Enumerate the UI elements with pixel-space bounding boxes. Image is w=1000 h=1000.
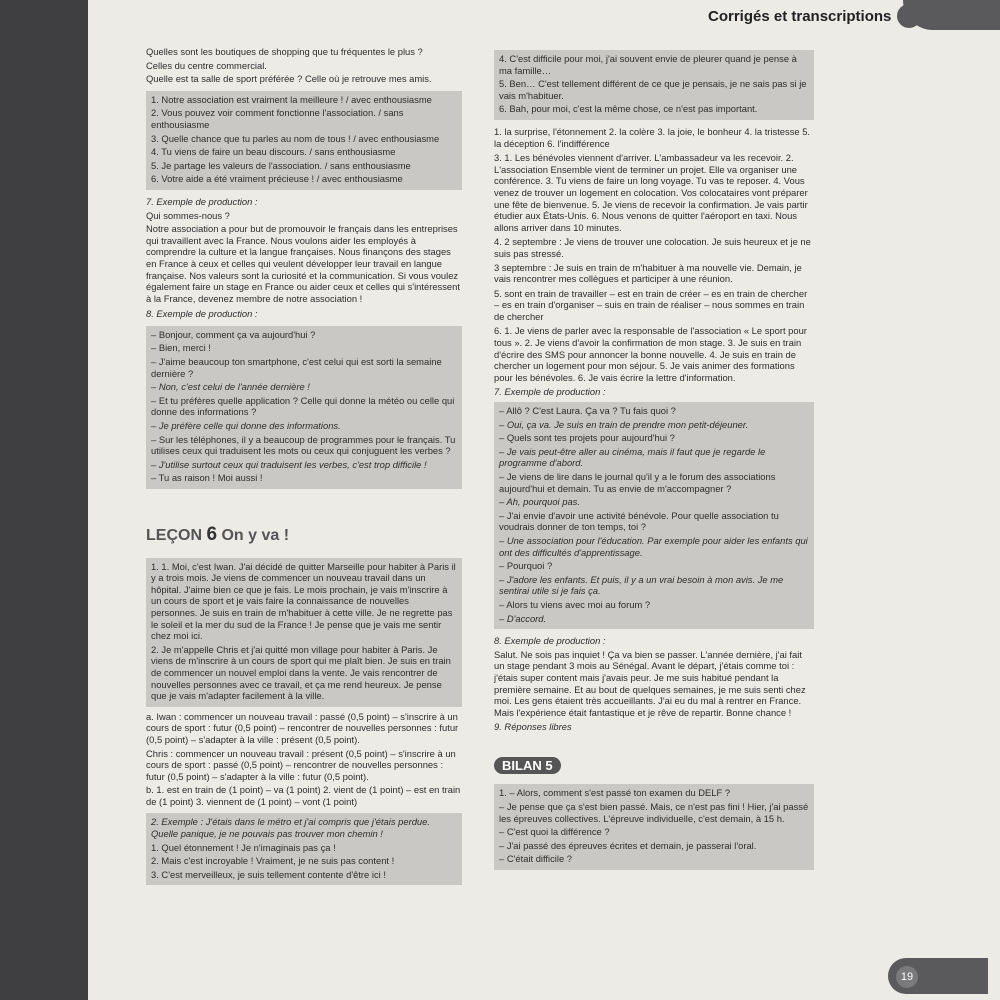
exercise-paragraph: 2. Je m'appelle Chris et j'ai quitté mon village pour habiter à Paris. Je viens de m'inscrire à un cours de sport qui me plaît bien. Je suis en train de commencer un nouvel emploi dans la vente. Je vais rencontrer de nouvelles personnes avec ce travail, et ça me rend heureux. Je pense que je vais m'adapter facilement à la ville. [151,643,451,702]
dialog-line: – J'aime beaucoup ton smartphone, c'est celui qui est sorti la semaine dernière ? [151,356,442,379]
exercise-8-box [146,326,462,489]
dialog-line: – Alors tu viens avec moi au forum ? [499,598,651,610]
answer-line: b. 1. est en train de (1 point) – va (1 point) 2. vient de (1 point) – est en train de (1 point) 3. viennent de (1 point) – vont (1 point) [146,784,461,807]
dialog-line: – D'accord. [499,612,547,624]
exercise-8-block [494,635,814,733]
exercise-line: 2. Mais c'est incroyable ! Vraiment, je ne suis pas content ! [151,855,395,867]
dialog-line: – Quels sont tes projets pour aujourd'hui ? [499,432,675,444]
dialog-line: – Tu as raison ! Moi aussi ! [151,472,263,484]
dialog-line: – Et tu préfères quelle application ? Celle qui donne la météo ou celle qui donne des informations ? [151,394,455,418]
dialog-line: – J'adore les enfants. Et puis, il y a un vrai besoin à mon avis. Je me sentirai utile si je fais ça. [499,573,784,597]
exercise-paragraph: Notre association a pour but de promouvoir le français dans les entreprises qui travaillent avec la France. Nous voulons aider les employés à comprendre la culture et la langue françaises. Nous finançons des stages en France à ceux et celles qui veulent développer leur travail en langue française. Nos valeurs sont la curiosité et la communication. Si vous voulez également faire un stage en France ou aider ceux et celles qui s'intéressent à la France, devenez membre de notre association ! [146,223,460,304]
dialog-line: – C'était difficile ? [499,853,573,865]
intro-line: Quelles sont les boutiques de shopping que tu fréquentes le plus ? [146,46,423,57]
exercise-title: 8. Exemple de production : [146,308,258,320]
bilan-heading: BILAN 5 [494,757,561,775]
answer-line: 3. 1. Les bénévoles viennent d'arriver. L'ambassadeur va les recevoir. 2. L'association Ensemble vient de terminer un projet. Elle va organiser une conférence. 3. Tu viens de faire un long voyage. Tu vas te reposer. 4. Vous venez de trouver un logement en colocation. Vos colocataires vont préparer une fête de bienvenue. 5. Je viens de recevoir la confirmation. Je vais partir étudier aux États-Unis. 6. Nous venons de quitter l'aéroport en taxi. Nous allons arriver dans 10 minutes. [494,152,808,233]
dialog-line: – J'ai passé des épreuves écrites et demain, je passerai l'oral. [499,839,757,851]
exercise-line: 3. Quelle chance que tu parles au nom de tous ! / avec enthousiasme [151,132,440,144]
exercise-line: 2. Exemple : J'étais dans le métro et j'ai compris que j'étais perdue. Quelle panique, je ne pouvais pas trouver mon chemin ! [151,816,430,840]
bilan-box [494,784,814,870]
lesson-exercise-2-box [146,813,462,885]
exercise-7-dialog-box [494,402,814,629]
page-header-title: Corrigés et transcriptions [708,8,892,25]
dialog-line: – Oui, ça va. Je suis en train de prendre mon petit-déjeuner. [499,418,749,430]
exercise-line: 5. Je partage les valeurs de l'association. / sans enthousiasme [151,159,411,171]
exercise-line: 2. Vous pouvez voir comment fonctionne l'association. / sans enthousiasme [151,107,404,130]
answer-line: 6. 1. Je viens de parler avec la responsable de l'association « Le sport pour tous ». 2. Je viens d'avoir la confirmation de mon stage. 3. Je suis en train d'écrire des SMS pour annoncer la bonne nouvelle. 4. Je suis en train de chercher un logement pour mon séjour. 5. Je vais animer des formations pour les bénévoles. 6. Je vais écrire la lettre d'information. [494,325,807,383]
header-decoration [903,0,1000,30]
answers-block [494,126,814,398]
exercise-line: Qui sommes-nous ? [146,209,230,221]
exercise-paragraph: Salut. Ne sois pas inquiet ! Ça va bien se passer. L'année dernière, j'ai fait un stage pendant 3 mois au Sénégal. Avant le départ, j'étais comme toi : j'étais super content mais j'avais peur. Je me suis habitué pendant la première semaine. Et au bout de quelques semaines, je me suis senti chez moi. Les gens étaient très accueillants. J'ai eu du mal à rentrer en France. Mais l'expérience était fantastique et je rêve de repartir. Bonne chance ! [494,648,806,718]
page-number: 19 [896,966,918,988]
dialog-line: – Je viens de lire dans le journal qu'il y a le forum des associations aujourd'hui et demain. Tu as envie de m'accompagner ? [499,471,776,494]
exercise-line: 1. Quel étonnement ! Je n'imaginais pas ça ! [151,841,336,853]
answer-line: 1. la surprise, l'étonnement 2. la colère 3. la joie, le bonheur 4. la tristesse 5. la déception 6. l'indifférence [494,125,811,149]
exercise-line: 1. Notre association est vraiment la meilleure ! / avec enthousiasme [151,93,432,105]
dialog-line: – Non, c'est celui de l'année dernière ! [151,381,310,393]
exercise-line: 4. C'est difficile pour moi, j'ai souvent envie de pleurer quand je pense à ma famille… [499,53,797,76]
exercise-6-box [146,91,462,190]
exercise-title: 7. Exemple de production : [146,195,258,207]
answer-line: 4. 2 septembre : Je viens de trouver une colocation. Je suis heureux et je ne suis pas stressé. [494,236,811,259]
dialog-line: – Une association pour l'éducation. Par exemple pour aider les enfants qui ont des difficultés d'apprentissage. [499,534,808,558]
dialog-line: – Bien, merci ! [151,342,211,354]
dialog-line: – Sur les téléphones, il y a beaucoup de programmes pour le français. Tu utilises ceux qui traduisent les mots ou ceux qui conjuguent les verbes ? [151,433,456,457]
intro-line: Quelle est ta salle de sport préférée ? Celle où je retrouve mes amis. [146,73,432,85]
lesson-exercise-1-answers [146,711,462,808]
lesson-exercise-1-box [146,558,462,707]
exercise-line: 3. C'est merveilleux, je suis tellement contente d'être ici ! [151,868,386,880]
exercise-line: 6. Bah, pour moi, c'est la même chose, ce n'est pas important. [499,103,758,115]
right-column [494,50,814,870]
exercise-line: 4. Tu viens de faire un beau discours. / sans enthousiasme [151,146,396,158]
intro-block [146,46,462,85]
exercise-title: 7. Exemple de production : [494,386,606,398]
dialog-line: – Je préfère celle qui donne des informations. [151,420,341,432]
answer-line: Chris : commencer un nouveau travail : présent (0,5 point) – s'inscrire à un cours de sport : passé (0,5 point) – rencontrer de nouvelles personnes : futur (0,5 point) – s'adapter à la ville : futur (0,5 point). [146,747,456,782]
dialog-line: – J'utilise surtout ceux qui traduisent les verbes, c'est trop difficile ! [151,458,427,470]
exercise-line: 9. Réponses libres [494,721,572,733]
dialog-line: – Allô ? C'est Laura. Ça va ? Tu fais quoi ? [499,405,676,417]
lesson-prefix: LEÇON [146,527,202,544]
right-top-box [494,50,814,120]
lesson-heading [146,524,462,545]
exercise-7-block [146,196,462,320]
answer-line: 5. sont en train de travailler – est en train de créer – es en train de chercher – es en train d'organiser – suis en train de réaliser – nous sommes en train de chercher [494,287,808,322]
dialog-line: – J'ai envie d'avoir une activité bénévole. Pour quelle association tu voudrais donner de ton temps, toi ? [499,509,779,533]
dialog-line: – Bonjour, comment ça va aujourd'hui ? [151,328,316,340]
intro-line: Celles du centre commercial. [146,59,267,71]
exercise-line: 6. Votre aide a été vraiment précieuse ! / avec enthousiasme [151,173,403,185]
dialog-line: – Je pense que ça s'est bien passé. Mais, ce n'est pas fini ! Hier, j'ai passé les épreuves collectives. L'épreuve individuelle, c'est demain, à 15 h. [499,801,809,824]
dialog-line: 1. – Alors, comment s'est passé ton examen du DELF ? [499,787,731,799]
dialog-line: – Je vais peut-être aller au cinéma, mais il faut que je regarde le programme d'abord. [499,445,766,469]
exercise-title: 8. Exemple de production : [494,635,606,647]
exercise-line: 5. Ben… C'est tellement différent de ce que je pensais, je ne sais pas si je vais m'habituer. [499,78,807,101]
lesson-title: On y va ! [221,527,290,544]
left-column [146,46,462,885]
answer-line: a. Iwan : commencer un nouveau travail : passé (0,5 point) – s'inscrire à un cours de sport : futur (0,5 point) – rencontrer de nouvelles personnes : futur (0,5 point) – s'adapter à la ville : présent (0,5 point). [146,710,459,745]
exercise-paragraph: 1. 1. Moi, c'est Iwan. J'ai décidé de quitter Marseille pour habiter à Paris il y a trois mois. Je viens de commencer un nouveau travail dans un hôpital. J'aime bien ce que je fais. Le mois prochain, je vais m'inscrire à un cours de sport et je vais faire la connaissance de nouvelles personnes. Je suis en train de m'habituer à cette ville. Je ne regrette pas le soleil et la mer du sud de la France ! Je pense que je vais me sentir chez moi ici. [151,560,456,642]
answer-line: 3 septembre : Je suis en train de m'habituer à ma nouvelle vie. Demain, je vais rencontrer mes collègues et participer à une réunion. [494,261,802,285]
lesson-number: 6 [206,524,218,545]
dialog-line: – Ah, pourquoi pas. [499,496,580,508]
dialog-line: – C'est quoi la différence ? [499,826,610,838]
dialog-line: – Pourquoi ? [499,560,553,572]
